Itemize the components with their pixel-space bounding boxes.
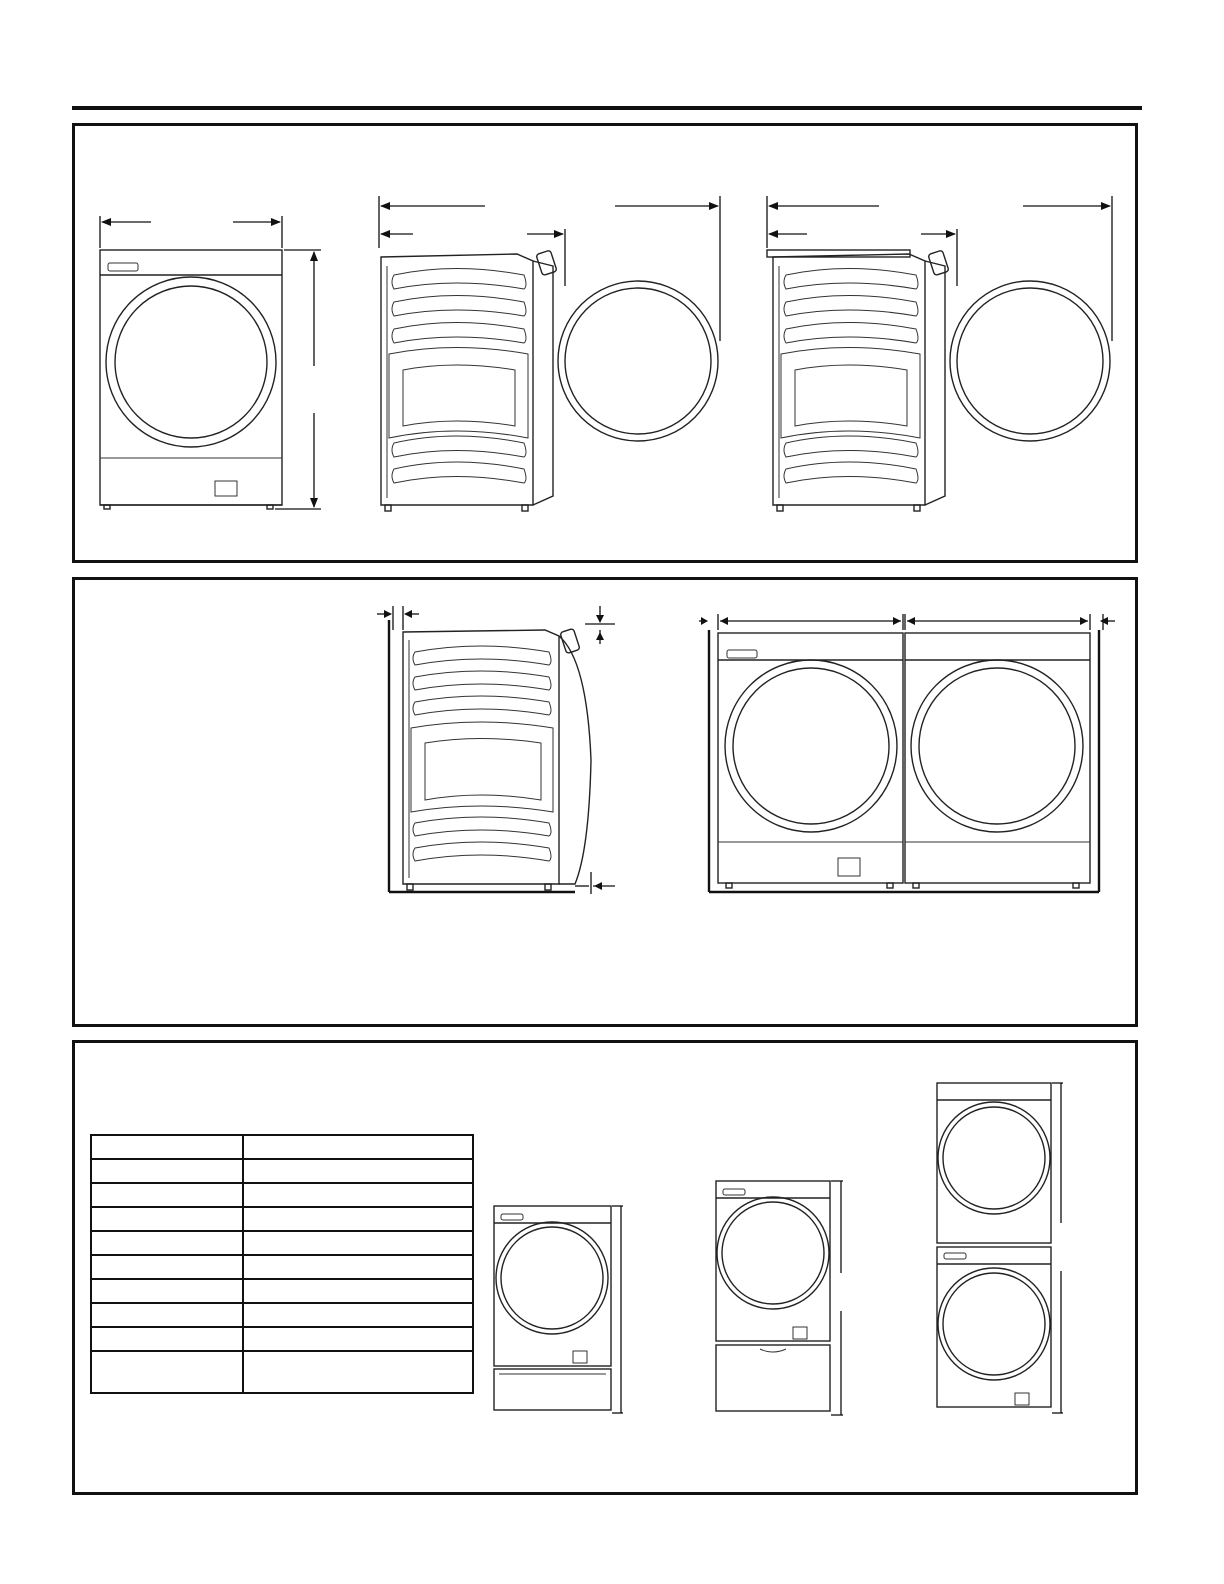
clearances-panel xyxy=(72,577,1138,1027)
pedestal-stacking-drawings xyxy=(75,1043,1141,1498)
side-with-pedestal-depth-dimensions xyxy=(767,196,1112,341)
washer-on-low-pedestal-drawing xyxy=(494,1206,623,1413)
header-rule xyxy=(72,106,1142,110)
washer-on-tall-pedestal-drawing xyxy=(716,1181,843,1415)
side-clearance-drawing xyxy=(389,620,591,892)
clearances-drawings xyxy=(75,580,1141,1030)
side-depth-dimensions xyxy=(379,196,720,341)
front-view-drawing xyxy=(100,250,282,509)
dimensions-drawings xyxy=(75,126,1141,566)
front-width-dimension xyxy=(100,216,282,248)
pedestal-stacking-panel xyxy=(72,1040,1138,1495)
side-view-with-pedestal-drawing xyxy=(767,250,1110,511)
front-clearance-drawing xyxy=(709,630,1099,892)
stacked-washer-dryer-drawing xyxy=(937,1083,1063,1413)
front-clearance-dimensions xyxy=(699,614,1115,630)
dimensions-panel xyxy=(72,123,1138,563)
side-view-drawing xyxy=(381,250,718,511)
